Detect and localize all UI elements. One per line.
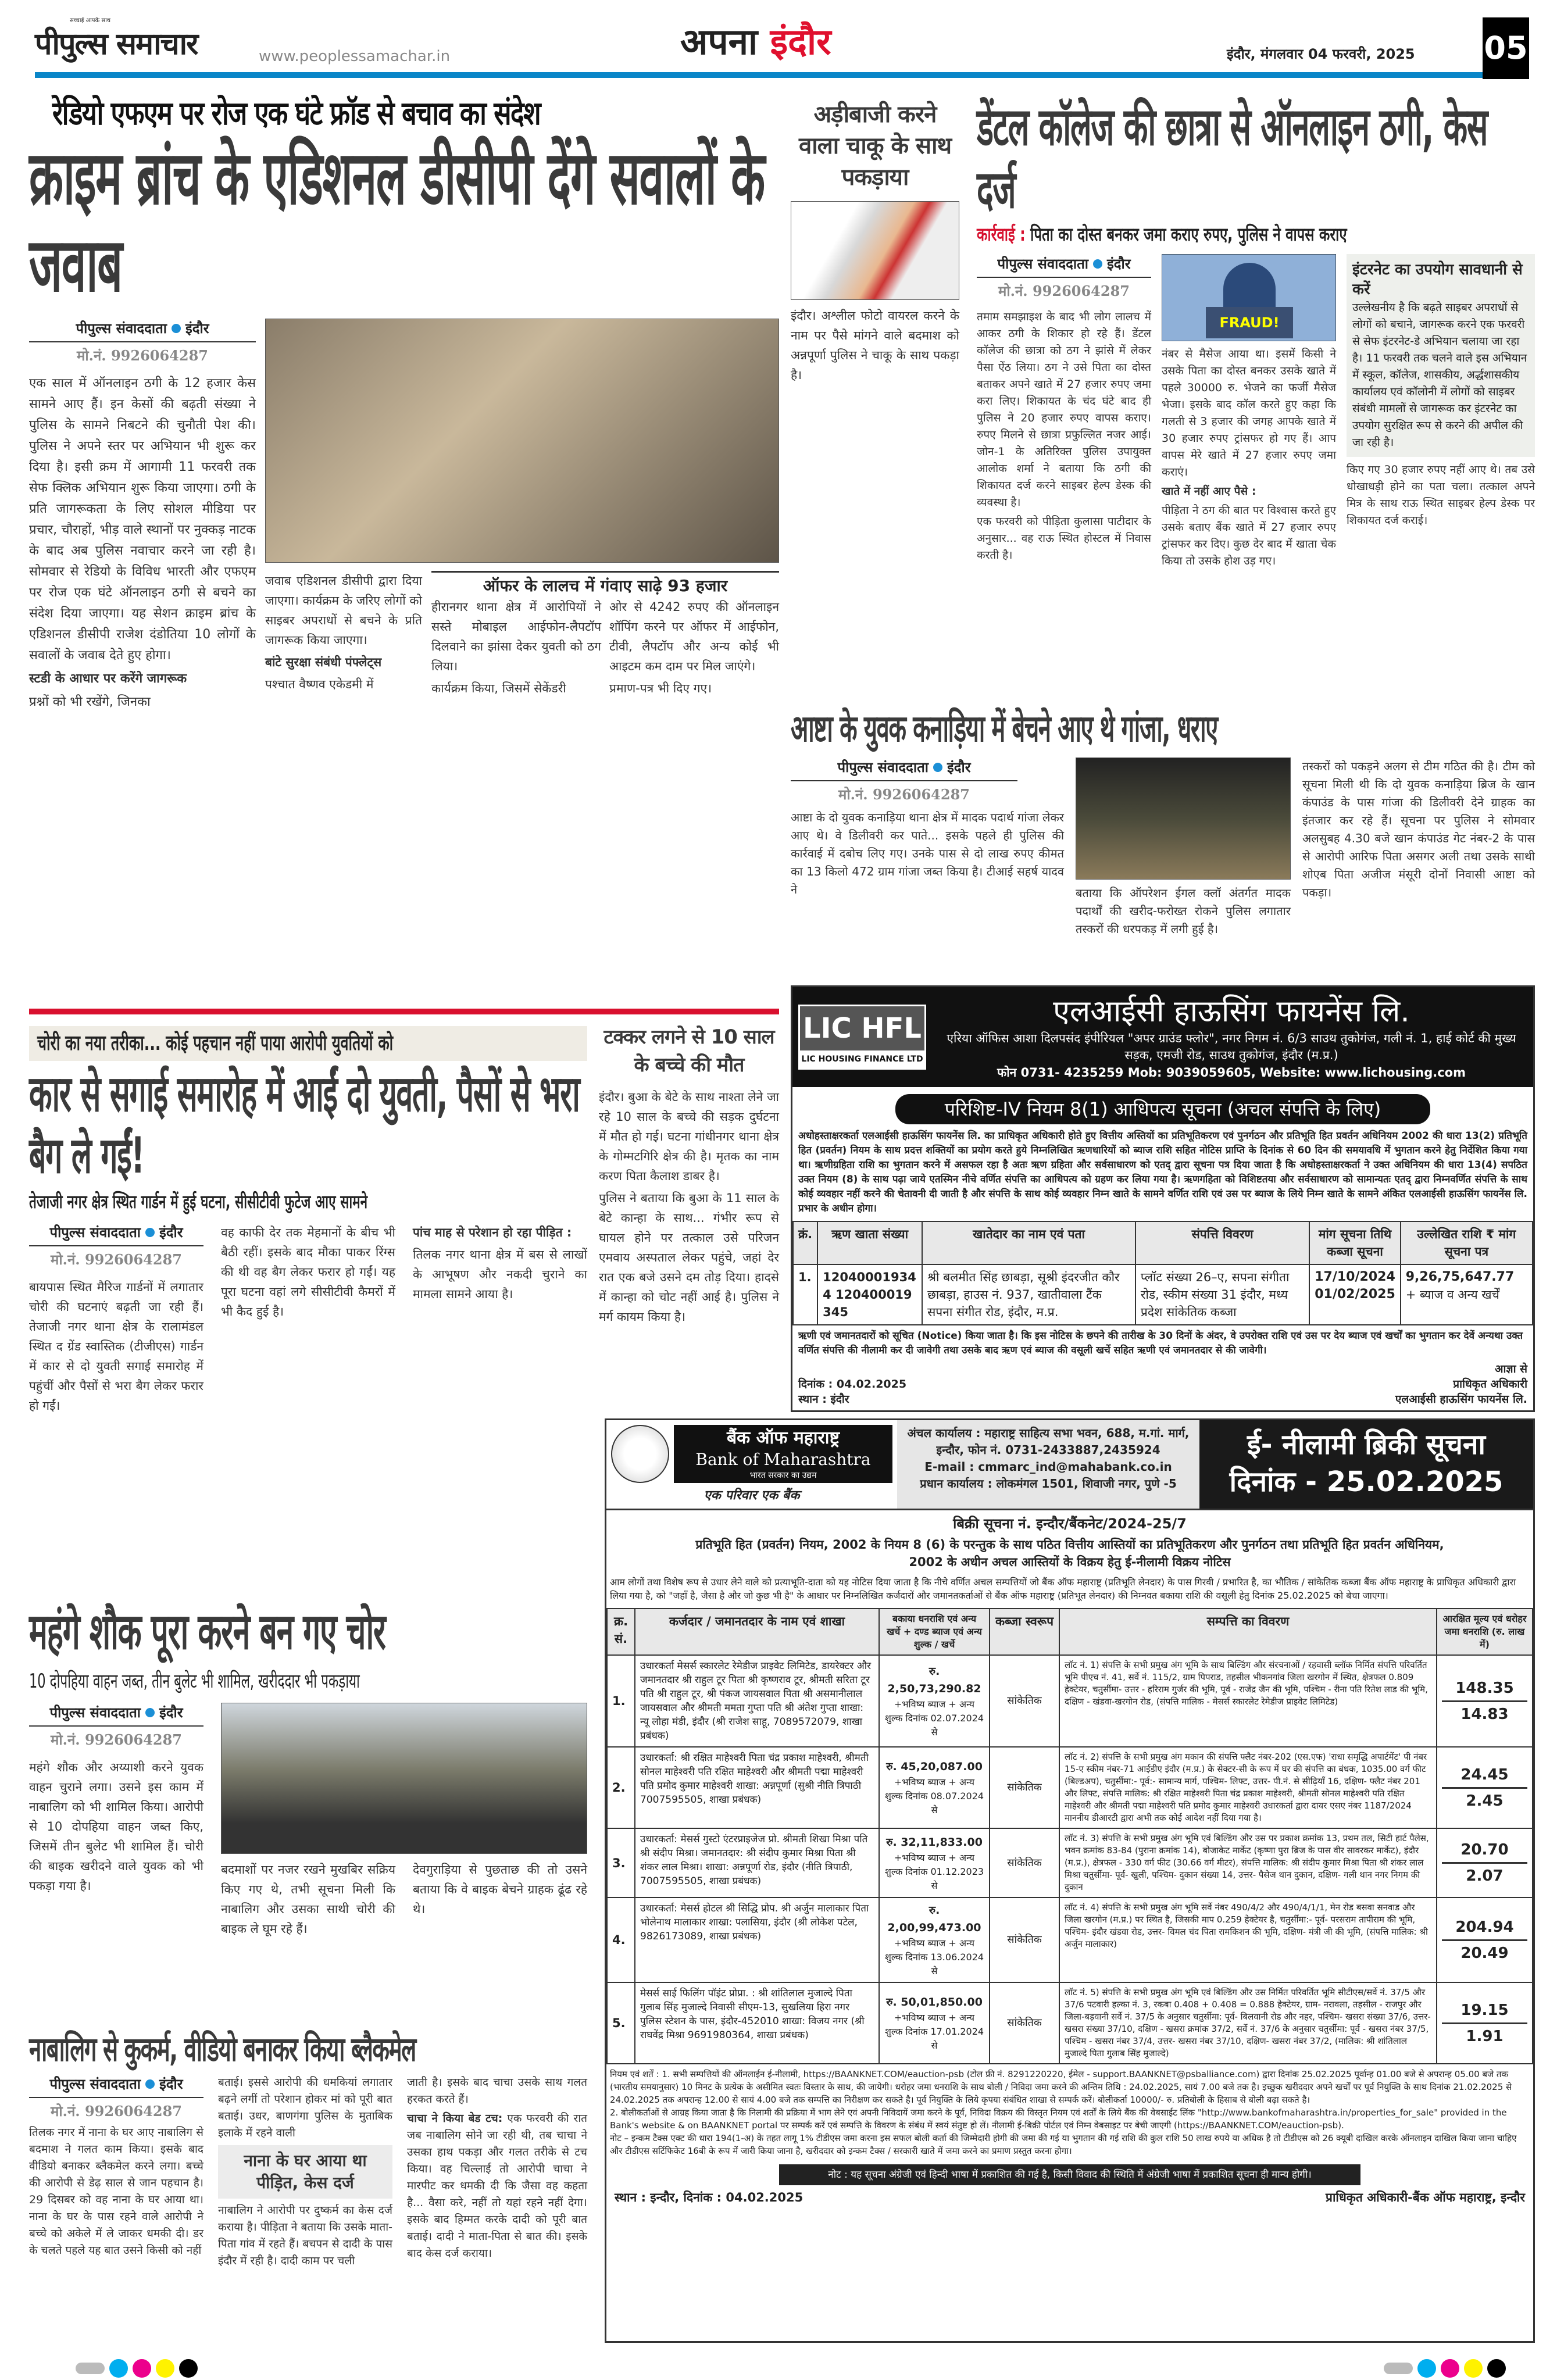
section-divider xyxy=(29,1009,779,1014)
article-headline: आष्टा के युवक कनाड़िया में बेचने आए थे गांजा, धराए xyxy=(791,707,1217,751)
lic-notice-title: परिशिष्ट-IV नियम 8(1) आधिपत्य सूचना (अचल संपत्ति के लिए) xyxy=(895,1094,1430,1124)
lic-date-place: दिनांक : 04.02.2025 स्थान : इंदौर xyxy=(798,1378,907,1406)
cell-dues: रु. 2,00,99,473.00 +भविष्य ब्याज + अन्य शुल्क दिनांक 13.06.2024 से xyxy=(879,1897,990,1982)
cell-dues: रु. 45,20,087.00 +भविष्य ब्याज + अन्य शुल्क दिनांक 08.07.2024 से xyxy=(879,1747,990,1828)
cell-dues: रु. 50,01,850.00 +भविष्य ब्याज + अन्य शुल्क दिनांक 17.01.2024 से xyxy=(879,1982,990,2064)
cell-sno: 5. xyxy=(607,1982,635,2064)
cell-reserve: 148.35 14.83 xyxy=(1437,1655,1533,1747)
article-body-col3: देवगुराड़िया से पुछताछ की तो उसने बताया कि वे बाइक बेचने ग्राहक ढूंढ रहे थे। xyxy=(413,1863,587,1916)
article-body-col1: तिलक नगर में नाना के घर आए नाबालिग से बदमाश ने गलत काम किया। इसके बाद वीडियो बनाकर ब्लैकमेल करने लगा। बच्चे की आरोपी से डेढ़ साल से जान पहचान है। 29 दिसबर को वह नाना के घर आया था। नाना के घर के पास रहने वाले आरोपी ने बच्चे को अकेले में ले जाकर धमकी दी। डर के चलते पहले यह बात उसने किसी को नहीं xyxy=(29,2126,203,2257)
bom-header xyxy=(606,1420,1533,1510)
cell-property: लॉट नं. 5) संपत्ति के सभी प्रमुख अंग भूमि एवं बिल्डिंग और उस निर्मित परिवर्तित भूमि सीटीएस/सर्वे नं. 37/5 और 37/6 पटवारी हल्का नं. 3, रकबा 0.408 + 0.408 = 0.888 हेक्टेयर, ग्राम- नरावला, तहसील - राजपुर और जिला-बड़वानी सर्वे नं. 37/5 के अनुसार चतुर्सीमा: पूर्व- बिलवानी रोड और नहर, पश्चिम- खसरा संख्या 37/6, उत्तर- खसरा संख्या 37/10, दक्षिण - खसरा क्रमांक 37/2, सर्वे नं. 37/6 के अनुसार चतुर्सीमा: पूर्व - खसरा नंबर 37/5, पश्चिम - खसरा नंबर 37/4, उत्तर- खसरा नंबर 37/10, दक्षिण- खसरा नंबर 37/2, (मालिक: श्री शांतिलाल मुजाल्दे पिता गुलाब सिंह मुजाल्दे) xyxy=(1059,1982,1437,2064)
col-header-name: खातेदार का नाम एवं पता xyxy=(922,1221,1135,1264)
bom-intro: आम लोगों तथा विशेष रूप से उधार लेने वाले को प्रत्याभूति-दाता को यह नोटिस दिया जाता है कि नीचे वर्णित अचल सम्पत्तियों जो बैंक ऑफ महाराष्ट्र (प्रतिभूति लेनदार) के पास गिरवी / प्रभारित है, का भौतिक / सांकेतिक कब्जा बैंक ऑफ महाराष्ट्र के प्राधिकृत अधिकारी द्वारा लिया गया है, को "जहाँ है, जैसा है और जो कुछ भी है" के आधार पर निम्नलिखित कर्जदारों और जमानतकर्ताओं से बैंक ऑफ महाराष्ट्र (प्रतिभूत लेनदार) की निम्नवत बकाया राशि की वसूली हेतु दिनांक 25.02.2025 को बेचा जाएगा। xyxy=(610,1577,1516,1601)
lic-footer-note: ऋणी एवं जमानतदारों को सूचित (Notice) किया जाता है। कि इस नोटिस के छपने की तारीख के 30 दिनों के अंदर, वे उपरोक्त राशि एवं उस पर देय ब्याज एवं खर्चों का भुगतान कर देवें अन्यथा उक्त वर्णित संपत्ति की नीलामी कर दी जावेगी तथा उसके बाद ऋण एवं ब्याज की वसूली खर्चे सहित ऋणी एवं जमानतदार से की जावेगी। xyxy=(798,1330,1523,1356)
byline-block xyxy=(791,757,1017,804)
section-title-black: अपना xyxy=(680,20,758,63)
article-body-col3: तस्करों को पकड़ने अलग से टीम गठित की है। टीम को सूचना मिली थी कि दो युवक कनाड़िया ब्रिज के खान कंपाउंड के पास गांजा की डिलीवरी देने ग्राहक का इंतजार कर रहे हैं। सूचना पर पुलिस ने सोमवार अलसुबह 4.30 बजे खान कंपाउंड गेट नंबर-2 के पास से आरोपी आरिफ पिता असगर अली तथा उसके साथी शोएब पिता अजीज मंसूरी दोनों निवासी आष्टा को पकड़ा। xyxy=(1302,759,1535,899)
bom-govt-label: भारत सरकार का उद्यम xyxy=(749,1471,817,1480)
bom-logo-emblem xyxy=(611,1425,669,1483)
reporter-mobile: मो.नं. 9926064287 xyxy=(998,283,1130,299)
article-body: इंदौर। अश्लील फोटो वायरल करने के नाम पर पैसे मांगने वाले बदमाश को अन्नपूर्णा पुलिस ने चाकू के साथ पकड़ा है। xyxy=(791,309,959,382)
fraud-hacker-image xyxy=(1162,254,1336,341)
print-registration-marks-left xyxy=(76,2359,198,2378)
cell-property: लॉट नं. 4) संपत्ति के सभी प्रमुख अंग भूमि सर्वे नंबर 490/4/2 और 490/4/1/1, मेन रोड बसवा सनवाड और जिला खरगोन (म.प्र.) पर स्थित है, जिसकी माप 0.259 हेक्टेयर है, चतुर्सीमा:- पूर्व- परसराम तापीराम की भूमि, पश्चिम- इंदौर खंडवा रोड, उत्तर- विमल चंद पिता रामकिशन की भूमि, दक्षिण- मंत्री जी की भूमि, (संपत्ति मालिक: श्री अर्जुन मालाकार) xyxy=(1059,1897,1437,1982)
cell-sno: 4. xyxy=(607,1897,635,1982)
byline-block xyxy=(29,2074,203,2121)
cell-sno: 2. xyxy=(607,1747,635,1828)
news-photo-ceremony xyxy=(265,319,779,563)
reporter-mobile: मो.नं. 9926064287 xyxy=(51,2103,182,2120)
cell-sno: 1. xyxy=(793,1264,817,1325)
lic-title: एलआईसी हाऊसिंग फायनेंस लि. xyxy=(1053,994,1410,1029)
cell-possession: सांकेतिक xyxy=(990,1897,1059,1982)
bom-language-note: नोट : यह सूचना अंग्रेजी एवं हिन्दी भाषा में प्रकाशित की गई है, किसी विवाद की स्थिति में अंग्रेजी भाषा में प्रकाशित सूचना ही मान्य होगी। xyxy=(779,2164,1360,2185)
sidebar-offer-fraud xyxy=(431,571,779,701)
section-title-red: इंदौर xyxy=(770,20,831,63)
table-row xyxy=(607,1655,1533,1747)
cell-amount: 9,26,75,647.77 + ब्याज व अन्य खर्चें xyxy=(1401,1264,1533,1325)
col-header-property: सम्पत्ति का विवरण xyxy=(1059,1609,1437,1655)
article-headline: महंगे शौक पूरा करने बन गए चोर xyxy=(29,1603,385,1661)
article-body-col2: बताया कि ऑपरेशन ईगल क्लॉ अंतर्गत मादक पदार्थों की खरीद-फरोख्त रोकने पुलिस लगातार तस्करों की धरपकड़ में लगी हुई है। xyxy=(1076,886,1291,936)
table-row xyxy=(607,1982,1533,2064)
cell-name: श्री बलमीत सिंह छाबड़ा, सूश्री इंदरजीत कौर छाबड़ा, हाउस नं. 937, खातीवाला टैंक सपना संगीत रोड, इंदौर, म.प्र. xyxy=(922,1264,1135,1325)
byline: पीपुल्स संवाददाता इंदौर xyxy=(29,1223,203,1246)
article-headline: नाबालिग से कुकर्म, वीडियो बनाकर किया ब्लैकमेल xyxy=(29,2029,416,2069)
info-box-internet-safety xyxy=(1347,254,1535,457)
cell-reserve: 19.15 1.91 xyxy=(1437,1982,1533,2064)
article-body-col3: पांच माह से परेशान हो रहा पीड़ित : तिलक नगर थाना क्षेत्र में बस से लाखों के आभूषण और नकदी चुराने का मामला सामने आया है। xyxy=(413,1225,587,1301)
article-body-col3: किए गए 30 हजार रुपए नहीं आए थे। तब उसे धोखाधड़ी होने का पता चला। तत्काल अपने मित्र के साथ राऊ स्थित साइबर हेल्प डेस्क पर शिकायत दर्ज कराई। xyxy=(1347,463,1535,527)
deck-text: पिता का दोस्त बनकर जमा कराए रुपए, पुलिस ने वापस कराए xyxy=(1030,223,1347,245)
byline-block xyxy=(29,1223,203,1269)
cell-sno: 3. xyxy=(607,1828,635,1897)
byline xyxy=(29,319,256,342)
deck-label: कार्रवाई : xyxy=(977,223,1026,245)
table-row xyxy=(607,1897,1533,1982)
article-body-col2: वह काफी देर तक मेहमानों के बीच भी बैठी रहीं। इसके बाद मौका पाकर रिंग्स की थी वह बैग लेकर फरार हो गईं। यह पूरा घटना वहां लगे सीसीटीवी कैमरों में भी कैद हुई है। xyxy=(221,1225,395,1318)
article-body-col1: एक साल में ऑनलाइन ठगी के 12 हजार केस सामने आए हैं। इन केसों की बढ़ती संख्या ने पुलिस के सामने निबटने की चुनौती पेश की। पुलिस ने अपने स्तर पर अभियान भी शुरू कर दिया है। इसी क्रम में आगामी 11 फरवरी तक सेफ क्लिक अभियान शुरू किया जाएगा। ठगी के प्रति जागरूकता के लिए सोशल मीडिया पर प्रचार, चौराहों, भीड़ वाले स्थानों पर नुक्कड़ नाटक के बाद अब पुलिस नवाचार करने जा रही है। सोमवार से रेडियो के विविध भारती और एफएम पर रोज एक घंटे ऑनलाइन ठगी से बचने का संदेश दिया जाएगा। यह सेशन क्राइम ब्रांच के एडिशनल डीसीपी राजेश दंडोतिया 10 लोगों के सवालों के जवाब देते हुए होगा। स्टडी के आधार पर करेंगे जागरूक प्रश्नों को भी रखेंगे, जिनका xyxy=(29,376,256,709)
article-body-col2: जवाब एडिशनल डीसीपी द्वारा दिया जाएगा। कार्यक्रम के जरिए लोगों को साइबर अपराधों से बचने के प्रति जागरूक किया जाएगा। बांटे सुरक्षा संबंधी पंफ्लेट्स पश्चात वैष्णव एकेडमी में xyxy=(265,574,422,691)
byline: पीपुल्स संवाददाता इंदौर xyxy=(791,757,1017,781)
sidebar-col2: ओर से 4242 रुपए की ऑनलाइन शॉपिंग करने पर ऑफर में आईफोन, टीवी, लैपटॉप और अन्य कोई भी आइटम कम दाम पर मिल जाएंगे। प्रमाण-पत्र भी दिए गए। xyxy=(609,600,779,695)
lic-header xyxy=(792,987,1533,1087)
lic-logo: LIC HFL LIC HOUSING FINANCE LTD xyxy=(798,1005,926,1070)
bom-subtitle: प्रतिभूति हित (प्रवर्तन) नियम, 2002 के नियम 8 (6) के परन्तुक के साथ पठित वित्तीय आस्तियों का प्रतिभूतिकरण और पुनर्गठन तथा प्रतिभूति हित प्रवर्तन अधिनियम, 2002 के अधीन अचल आस्तियों के विक्रय हेतु ई-नीलामी विक्रय नोटिस xyxy=(695,1538,1444,1569)
bullet-dot-icon xyxy=(1093,259,1102,269)
bullet-dot-icon xyxy=(933,763,942,772)
col-header-borrower: कर्जदार / जमानतदार के नाम एवं शाखा xyxy=(635,1609,879,1655)
info-box-body: उल्लेखनीय है कि बढ़ते साइबर अपराधों से लोगों को बचाने, जागरूक करने एक फरवरी से सेफ इंटरनेट-डे अभियान चलाया जा रहा है। 11 फरवरी तक चलने वाले इस अभियान में स्कूल, कॉलेज, शासकीय, अर्द्धशासकीय कार्यालय एवं कॉलोनी में लोगों को साइबर संबंधी मामलों से जागरूक कर इंटरनेट का उपयोग सुरक्षित रूप से करने की अपील की जा रही है। xyxy=(1352,301,1527,449)
bom-table xyxy=(606,1608,1533,2064)
col-header-dues: बकाया धनराशि एवं अन्य खर्चे + दण्ड ब्याज एवं अन्य शुल्क / खर्चे xyxy=(879,1609,990,1655)
lic-intro: अधोहस्ताक्षरकर्ता एलआईसी हाऊसिंग फायनेंस लि. का प्राधिकृत अधिकारी होते हुए वित्तीय अस्तियों का प्रतिभूतिकरण एवं पुनर्गठन और प्रतिभूति हित प्रवर्तन अधिनियम 2002 की धारा 13(2) प्रतिभूति हित (प्रवर्तन) नियम के साथ प्रदत्त शक्तियों का प्रयोग करते हुये निम्नलिखित ऋणधारियों को ब्याज राशि सहित नोटिस प्राप्ति के दिनांक से 60 दिन की समयावधि में भुगतान करने हेतु निर्देशित किया गया था। ऋणीग्रहिता राशि का भुगतान करने में असफल रहा है अतः ऋण ग्रहिता और सर्वसाधारण को एतद् द्वारा सूचना पत्र दिया जाता है कि अधोहस्ताक्षरकर्ता ने उक्त अधिनियम की धारा 13(4) सपठित उक्त नियम (8) के साथ पढ़ा जाये एतस्मिन नीचे वर्णित संपत्ति का आधिपत्य को ग्रहण कर लिया गया है। ऋणगहिता को विशिष्टतया और सर्वसाधारण को सामान्यतः एतद् द्वारा निम्नवर्णित संपत्ति के साथ कोई व्यवहार नहीं करने की चेतावनी दी जाती है और संपत्ति के साथ कोई व्यवहार निम्न खाते के सामने वर्णित राशि एवं उस पर ब्याज के लिये निम्न खाते के सामने अंकित एलआईसी हाऊसिंग फायनेंस लि. प्रभार के अधीन होगा। xyxy=(798,1130,1527,1214)
cell-reserve: 24.45 2.45 xyxy=(1437,1747,1533,1828)
article-body: इंदौर। बुआ के बेटे के साथ नाश्ता लेने जा रहे 10 साल के बच्चे की सड़क दुर्घटना में मौत हो गई। घटना गांधीनगर थाना क्षेत्र के गोम्मटगिरि क्षेत्र की है। मृतक का नाम करण पिता कैलाश डाबर है। पुलिस ने बताया कि बुआ के 11 साल के बेटे कान्हा के साथ... गंभीर रूप से घायल होने पर तत्काल उसे परिजन एमवाय अस्पताल लेकर पहुंचे, जहां देर रात एक बजे उसने दम तोड़ दिया। हादसे में कान्हा को चोट नहीं आई है। पुलिस ने मर्ग कायम किया है। xyxy=(599,1090,779,1324)
bom-title: ई- नीलामी ब्रिकी सूचना xyxy=(1247,1428,1485,1461)
table-row xyxy=(607,1828,1533,1897)
cell-possession: सांकेतिक xyxy=(990,1982,1059,2064)
article-engagement-theft xyxy=(29,1026,587,1590)
header-rule xyxy=(35,72,1483,78)
website-url: www.peoplessamachar.in xyxy=(259,48,451,65)
bullet-dot-icon xyxy=(172,324,181,333)
article-knife-arrest xyxy=(791,99,959,698)
col-header-possession: कब्जा स्वरूप xyxy=(990,1609,1059,1655)
tagline: सच्चाई आपके साथ xyxy=(70,17,111,24)
cell-borrower: उधारकर्ता: मेसर्स होटल श्री सिद्धि प्रोप. श्री अर्जुन मालाकार पिता भोलेनाथ मालाकार शाखा: पलासिया, इंदौर (श्री लोकेश पटेल, 9826173089, शाखा प्रबंधक) xyxy=(635,1897,879,1982)
reporter-mobile: मो.नं. 9926064287 xyxy=(77,347,208,364)
article-headline: टक्कर लगने से 10 साल के बच्चे की मौत xyxy=(603,1025,774,1077)
article-minor-blackmail xyxy=(29,2029,587,2354)
article-body-col2: नंबर से मैसेज आया था। इसमें किसी ने उसके पिता का दोस्त बनकर उसके खाते में पहले 30000 रु. भेजने का फर्जी मैसेज भेजा। इसके बाद कॉल करते हुए कहा कि गलती से 3 हजार की जगह आपके खाते में 30 हजार रुपए ट्रांसफर हो गए हैं। आप वापस मेरे खाते में 27 हजार रुपए जमा कराएं। खाते में नहीं आए पैसे : पीड़िता ने ठग की बात पर विश्वास करते हुए उसके बताए बैंक खाते में 27 हजार रुपए ट्रांसफर कर दिए। कुछ देर बाद में खाता चेक किया तो उसके होश उड़ गए। xyxy=(1162,348,1336,567)
cell-possession: सांकेतिक xyxy=(990,1747,1059,1828)
reporter-name: पीपुल्स संवाददाता xyxy=(76,320,167,337)
cell-possession: सांकेतिक xyxy=(990,1655,1059,1747)
sidebar-col1: हीरानगर थाना क्षेत्र में आरोपियों ने सस्ते मोबाइल आईफोन-लैपटॉप दिलवाने का झांसा देकर युवती को ठग लिया। कार्यक्रम किया, जिसमें सेकेंडरी xyxy=(431,600,601,695)
col-header-sno: क्रं. xyxy=(793,1221,817,1264)
newspaper-logo: पीपुल्स समाचार xyxy=(35,27,198,62)
news-photo-police-team xyxy=(1076,757,1291,880)
bom-e-auction-notice xyxy=(605,1418,1535,2343)
article-kicker: चोरी का नया तरीका... कोई पहचान नहीं पाया आरोपी युवतियों को xyxy=(29,1026,587,1061)
news-photo-seized-bikes xyxy=(221,1703,587,1854)
print-registration-marks-right xyxy=(1384,2359,1506,2378)
cell-dues: रु. 32,11,833.00 +भविष्य ब्याज + अन्य शुल्क दिनांक 01.12.2023 से xyxy=(879,1828,990,1897)
cell-reserve: 20.70 2.07 xyxy=(1437,1828,1533,1897)
col-header-sno: क्र. सं. xyxy=(607,1609,635,1655)
bom-slogan: एक परिवार एक बैंक xyxy=(703,1488,800,1503)
reporter-mobile: मो.नं. 9926064287 xyxy=(838,786,970,803)
fraud-label: FRAUD! xyxy=(1206,307,1293,338)
bom-signatory: प्राधिकृत अधिकारी-बैंक ऑफ महाराष्ट्र, इन्दौर xyxy=(1326,2190,1525,2204)
article-kicker: रेडियो एफएम पर रोज एक घंटे फ्रॉड से बचाव का संदेश xyxy=(52,95,540,133)
lic-signatory: आज्ञा से प्राधिकृत अधिकारी एलआईसी हाऊसिंग फायनेंस लि. xyxy=(1395,1363,1527,1406)
cell-borrower: मेसर्स साई फिलिंग पॉइंट प्रोप्रा. : श्री शांतिलाल मुजाल्दे पिता गुलाब सिंह मुजाल्दे निवासी सीएम-13, सुखलिया हिरा नगर पुलिस स्टेशन के पास, इंदौर-452010 शाखा: विजय नगर (श्री राघवेंद्र मिश्रा 9691980364, शाखा प्रबंधक) xyxy=(635,1982,879,2064)
col-header-amount: उल्लेखित राशि ₹ मांग सूचना पत्र xyxy=(1401,1221,1533,1264)
byline-block xyxy=(977,254,1151,301)
lic-contact: फोन 0731- 4235259 Mob: 9039059605, Website: www.lichousing.com xyxy=(997,1066,1466,1080)
cell-property: लॉट नं. 2) संपत्ति के सभी प्रमुख अंग मकान की संपत्ति फ्लैट नंबर-202 (एस.एफ) 'राधा समृद्धि अपार्टमेंट' पी नंबर 15-ए स्कीम नंबर-71 आईडीए इंदौर (म.प्र.) के सेक्टर-सी के रूप में घर की संपत्ति का बंधक, 1035.00 वर्ग फीट (बिल्डअप), चतुर्सीमा:- पूर्व:- सामान्य मार्ग, पश्चिम- लिफ्ट, उत्तर- पी.नं. से सीढ़ियाँ 16, दक्षिण- फ्लैट नंबर 201 और लिफ्ट, संपत्ति मालिक: श्री रक्षित माहेश्वरी पिता चंद्र प्रकाश माहेश्वरी, श्रीमती सोनल माहेश्वरी पति रक्षित माहेश्वरी और श्रीमती पद्मा माहेश्वरी पति प्रमोद कुमार माहेश्वरी उधारकर्ता द्वारा दायर एसए नंबर 1187/2024 माननीय डीआरटी द्वारा अभी तक कोई आदेश नहीं दिया गया है। xyxy=(1059,1747,1437,1828)
article-headline: क्राइम ब्रांच के एडिशनल डीसीपी देंगे सवालों के जवाब xyxy=(29,135,765,309)
article-body-col1: महंगे शौक और अय्याशी करने युवक वाहन चुराने लगा। उसने इस काम में नाबालिग को भी शामिल किया। आरोपी से 10 दोपहिया वाहन जब्त किए, जिसमें तीन बुलेट भी शामिल हैं। चोरी की बाइक खरीदने वाले युवक को भी पकड़ा गया है। xyxy=(29,1760,203,1893)
lic-table xyxy=(792,1221,1533,1325)
section-title xyxy=(680,20,831,64)
article-body-col1: तमाम समझाइश के बाद भी लोग लालच में आकर ठगी के शिकार हो रहे हैं। डेंटल कॉलेज की छात्रा को ठग ने झांसे में लेकर पैसा ऐंठ लिया। ठग ने उसे पिता का दोस्त बताकर अपने खाते में 27 हजार रुपए जमा करा लिए। शिकायत के चंद घंटे बाद ही पुलिस ने 20 हजार रुपए वापस कराए। रुपए मिलने से छात्रा प्रफुल्लित नजर आई। जोन-1 के अतिरिक्त पुलिस उपायुक्त आलोक शर्मा ने बताया कि ठगी की शिकायत दर्ज करने साइबर हेल्प डेस्क की व्यवस्था है। एक फरवरी को पीड़िता कुलासा पाटीदार के अनुसार... वह राऊ स्थित होस्टल में निवास करती है। xyxy=(977,310,1151,562)
col-header-account: ऋण खाता संख्या xyxy=(817,1221,922,1264)
edition-date: इंदौर, मंगलवार 04 फरवरी, 2025 xyxy=(1227,46,1415,62)
bom-name-english: Bank of Maharashtra xyxy=(695,1450,871,1469)
col-header-reserve: आरक्षित मूल्य एवं धरोहर जमा धनराशि (रु. लाख में) xyxy=(1437,1609,1533,1655)
col-header-dates: मांग सूचना तिथि कब्जा सूचना xyxy=(1309,1221,1401,1264)
bom-offices: अंचल कार्यालय : महाराष्ट्र साहित्य सभा भवन, 688, म.गां. मार्ग, इन्दौर, फोन नं. 0731-2433887,2435924 E-mail : cmmarc_ind@mahabank.co.in प्रधान कार्यालय : लोकमंगल 1501, शिवाजी नगर, पुणे -5 xyxy=(897,1420,1199,1509)
byline-block xyxy=(29,319,256,365)
lic-hfl-possession-notice xyxy=(791,985,1535,1412)
page-number: 05 xyxy=(1483,17,1529,79)
lic-address: एरिया ऑफिस आशा दिलपसंद इंपीरियल "अपर ग्राउंड फ्लोर", नगर निगम नं. 6/3 साउथ तुकोगंज, गली नं. 1, हाई कोर्ट की मुख्य सड़क, एमजी रोड, साउथ तुकोगंज, इंदौर (म.प्र.) xyxy=(947,1031,1516,1062)
article-deck: तेजाजी नगर क्षेत्र स्थित गार्डन में हुई घटना, सीसीटीवी फुटेज आए सामने xyxy=(29,1191,368,1213)
byline: पीपुल्स संवाददाता इंदौर xyxy=(29,2074,203,2098)
article-body-col1: बायपास स्थित मैरिज गार्डनों में लगातार चोरी की घटनाएं बढ़ती जा रही हैं। तेजाजी नगर थाना क्षेत्र के रालामंडल स्थित द ग्रेंड स्वास्तिक (टीजीएस) गार्डन में कार से दो युवती सगाई समारोह में पहुंचीं और पैसों से भरा बैग लेकर फरार हो गईं। xyxy=(29,1280,203,1413)
article-dental-fraud xyxy=(977,96,1535,701)
cell-property: लॉट नं. 1) संपत्ति के सभी प्रमुख अंग भूमि के साथ बिल्डिंग और संरचनाओं / रहवासी ब्लॉक निर्मित संपत्ति परिवर्तित भूमि पीएच नं. 41, सर्वे नं. 115/2, ग्राम पिपराड, तहसील भीकनगांव जिला खरगोन में स्थित, क्षेत्रफल 0.809 हेक्टेयर, चतुर्सीमा- उत्तर - हरिराम गुर्जर की भूमि, पूर्व - राजेंद्र जैन की भूमि, पश्चिम - रीना पति रितेश लाड की भूमि, दक्षिण - खंडवा-खरगोन रोड, (संपत्ति मालिक - मेसर्स स्कारलेट रेमेडीज प्राइवेट लिमिटेड) xyxy=(1059,1655,1437,1747)
article-headline: डेंटल कॉलेज की छात्रा से ऑनलाइन ठगी, केस दर्ज xyxy=(977,97,1488,220)
cell-borrower: उधारकर्ता: मेसर्स गुस्टो एंटरप्राइजेज प्रो. श्रीमती शिखा मिश्रा पति श्री संदीप मिश्रा। जमानतदार: श्री संदीप कुमार मिश्रा पिता श्री शंकर लाल मिश्रा। शाखा: अन्नपूर्णा रोड, इंदौर (नीति त्रिपाठी, 7007595505, शाखा प्रबंधक) xyxy=(635,1828,879,1897)
article-bike-thieves xyxy=(29,1602,587,2020)
article-headline: अड़ीबाजी करने वाला चाकू के साथ पकड़ाया xyxy=(798,101,952,191)
article-body-col2: बताई। इससे आरोपी की धमकियां लगातार बढ़ने लगीं तो परेशान होकर मां को पूरी बात बताई। उधर, बाणगंगा पुलिस के मुताबिक इलाके में रहने वाली नाना के घर आया था पीड़ित, केस दर्ज नाबालिग ने आरोपी पर दुष्कर्म का केस दर्ज कराया है। पीड़िता ने बताया कि उसके माता-पिता गांव में रहते हैं। बचपन से दादी के पास इंदौर में रही है। दादी काम पर चली xyxy=(218,2076,392,2267)
bom-notice-number: बिक्री सूचना नं. इन्दौर/बैंकनेट/2024-25/7 xyxy=(953,1516,1187,1532)
byline-block xyxy=(29,1703,203,1749)
article-deck: 10 दोपहिया वाहन जब्त, तीन बुलेट भी शामिल, खरीददार भी पकड़ाया xyxy=(29,1670,360,1693)
bom-title-block xyxy=(1199,1420,1533,1509)
article-body-col1: आष्टा के दो युवक कनाड़िया थाना क्षेत्र में मादक पदार्थ गांजा लेकर आए थे। वे डिलीवरी कर पाते... इसके पहले ही पुलिस की कार्रवाई में दबोच लिए गए। उनके पास से दो लाख रुपए कीमत का 13 किलो 472 ग्राम गांजा जब्त किया है। टीआई सहर्ष यादव ने xyxy=(791,810,1064,896)
cell-possession: सांकेतिक xyxy=(990,1828,1059,1897)
bom-place-date: स्थान : इन्दौर, दिनांक : 04.02.2025 xyxy=(615,2190,804,2204)
cell-property: प्लॉट संख्या 26–ए, सपना संगीता रोड, स्कीम संख्या 31 इंदौर, मध्य प्रदेश सांकेतिक कब्जा xyxy=(1135,1264,1309,1325)
cell-dues: रु. 2,50,73,290.82 +भविष्य ब्याज + अन्य शुल्क दिनांक 02.07.2024 से xyxy=(879,1655,990,1747)
bom-name-hindi: बैंक ऑफ महाराष्ट्र xyxy=(726,1428,840,1448)
reporter-mobile: मो.नं. 9926064287 xyxy=(51,1731,182,1748)
sidebar-title: ऑफर के लालच में गंवाए साढ़े 93 हजार xyxy=(431,571,779,597)
bom-brand xyxy=(606,1420,897,1509)
cell-sno: 1. xyxy=(607,1655,635,1747)
info-box-title: इंटरनेट का उपयोग सावधानी से करें xyxy=(1352,261,1523,298)
highlight-box: नाना के घर आया था पीड़ित, केस दर्ज xyxy=(218,2145,392,2199)
cell-dates: 17/10/2024 01/02/2025 xyxy=(1309,1264,1401,1325)
reporter-mobile: मो.नं. 9926064287 xyxy=(51,1251,182,1268)
byline-city: इंदौर xyxy=(185,320,209,337)
article-deck xyxy=(977,221,1395,247)
table-row xyxy=(793,1264,1533,1325)
knife-illustration xyxy=(791,201,959,300)
cell-borrower: उधारकर्ता मेसर्स स्कारलेट रेमेडीज प्राइवेट लिमिटेड, डायरेक्टर और जमानतदार श्री राहुल टूर पिता श्री कृष्णराव टूर, श्रीमती सरिता टूर पति श्री राहुल टूर, श्री पंकज जायसवाल पिता श्री असमानीलाल जायसवाल और श्रीमती ममता गुप्ता पति श्री अंतेश गुप्ता शाखा: न्यू लोहा मंडी, इंदौर (श्री राजेश साहू, 7089572079, शाखा प्रबंधक) xyxy=(635,1655,879,1747)
article-ganja-arrest xyxy=(791,706,1535,980)
cell-account: 120400019344 120400019345 xyxy=(817,1264,922,1325)
article-body-col3: जाती है। इसके बाद चाचा उसके साथ गलत हरकत करते हैं। चाचा ने किया बेड टच: एक फरवरी की रात जब नाबालिग सोने जा रही थी, तब चाचा ने उसका हाथ पकड़ा और गलत तरीके से टच किया। वह चिल्लाई तो आरोपी चाचा ने मारपीट कर धमकी दी कि जैसा वह कहता है... वैसा करे, नहीं तो यहां रहने नहीं देगा। इसके बाद हिम्मत करके दादी को पूरी बात बताई। दादी ने माता-पिता से बात की। इसके बाद केस दर्ज कराया। xyxy=(407,2076,588,2260)
cell-property: लॉट नं. 3) संपत्ति के सभी प्रमुख अंग भूमि एवं बिल्डिंग और उस पर प्रकाश क्रमांक 13, प्रथम तल, सिटी हार्ट पैलेस, भवन क्रमांक 83-84 (पुराना क्रमांक 14), बोजाकेट मार्केट (कृष्णा पुरा ब्रिज के पास वीर सावरकर मार्केट), इंदौर (म.प्र.), क्षेत्रफल - 330 वर्ग फीट (30.66 वर्ग मीटर), संपत्ति मालिक: श्री संदीप कुमार मिश्रा पिता श्री शंकर लाल मिश्रा चतुर्सीमा- पूर्व- खुली, पश्चिम- दुकान संख्या 14, उत्तर- पैसेज थान दुकान, दक्षिण- गली थान नगर निगम की दुकान xyxy=(1059,1828,1437,1897)
masthead xyxy=(35,17,1529,81)
byline: पीपुल्स संवाददाता इंदौर xyxy=(29,1703,203,1727)
bullet-dot-icon xyxy=(145,1228,155,1237)
bom-terms: नियम एवं शर्तें : 1. सभी सम्पत्तियों की ऑनलाईन ई-नीलामी, https://BAANKNET.COM/eauction-psb (टोल फ्री नं. 8291220220, ईमेल - support.BAANKNET@psballiance.com) द्वारा दिनांक 25.02.2025 पूर्वान्ह 01.00 बजे से अपरान्ह 05.00 बजे तक (भारतीय समयानुसार) 10 मिनट के प्रत्येक के असीमित स्वतः विस्तार के साथ, की जायेगी। धरोहर जमा धनराशि के साथ बोली / निविदा जमा करने की अन्तिम तिथि : 24.02.2025, सायं 7.00 बजे तक है। इच्छुक खरीददार अपने खर्चों पर पूर्व नियुक्ति के साथ दिनांक 21.02.2025 से 24.02.2025 तक अपरान्ह 12.00 से सायं 4.00 बजे तक सम्पत्ति का निरीक्षण कर सकते है। पूर्व नियुक्ति के लिये कृपया संबंधित शाखा से सम्पर्क करें। बोलीकर्ता 10000/- रु. प्रतिबोली के हिसाब से बोली बढ़ा सकते है। 2. बोलीकर्ताओं से आग्रह किया जाता है कि निलामी की प्रक्रिया में भाग लेने एवं अपनी निविदायें जमा करने के पूर्व, निविदा विक्रय की विस्तृत नियम एवं शर्तों के लिये बैंक की वेबसाईट लिंक "http://www.bankofmaharashtra.in/properties_for_sale" provided in the Bank's website & on BAANKNET portal पर सम्पर्क करें एवं सम्पत्ति के विवरण के संबंध में स्वयं संतुष्ट हो लें। नीलामी ई-बिक्री पोर्टल एवं निम्न वेबसाइट पर बेची जाएगी (https://BAANKNET.COM/eauction-psb). नोट – इन्कम टैक्स एक्ट की धारा 194(1-अ) के तहत लागू 1% टीडीएस जमा करना इस सफल बोली कर्ता की जिम्मेदारी होगी की जमा की गई या भुगतान की गई राशि की कुल राशि 50 लाख रुपये या अधिक है तो टीडीएस को 26 क्यूबी दाखिल करके ऑनलाइन दाखिल किया जाना चाहिए और टीडीएस सर्टिफिकेट 16बी के रूप में जारी किया जाना है, खरीददार को इन्कम टैक्स / सरकारी खाते में जमा करने का प्रमाण प्रस्तुत करना होगा। xyxy=(610,2069,1517,2156)
table-row xyxy=(607,1747,1533,1828)
bom-auction-date: दिनांक - 25.02.2025 xyxy=(1229,1466,1504,1498)
article-body-col2: बदमाशों पर नजर रखने मुखबिर सक्रिय किए गए थे, तभी सूचना मिली कि नाबालिग और उसका साथी चोरी की बाइक ले घूम रहे हैं। xyxy=(221,1863,395,1936)
bullet-dot-icon xyxy=(145,2079,155,2089)
article-crime-branch xyxy=(29,93,779,1000)
byline: पीपुल्स संवाददाता इंदौर xyxy=(977,254,1151,278)
col-header-property: संपत्ति विवरण xyxy=(1135,1221,1309,1264)
cell-reserve: 204.94 20.49 xyxy=(1437,1897,1533,1982)
article-headline: कार से सगाई समारोह में आईं दो युवती, पैसों से भरा बैग ले गईं! xyxy=(29,1065,580,1185)
cell-borrower: उधारकर्ता: श्री रक्षित माहेश्वरी पिता चंद्र प्रकाश माहेश्वरी, श्रीमती सोनल माहेश्वरी पति रक्षित माहेश्वरी और श्रीमती पद्मा माहेश्वरी पति प्रमोद कुमार माहेश्वरी शाखा: अन्नपूर्णा (सुश्री नीति त्रिपाठी 7007595505, शाखा प्रबंधक) xyxy=(635,1747,879,1828)
bullet-dot-icon xyxy=(145,1708,155,1717)
